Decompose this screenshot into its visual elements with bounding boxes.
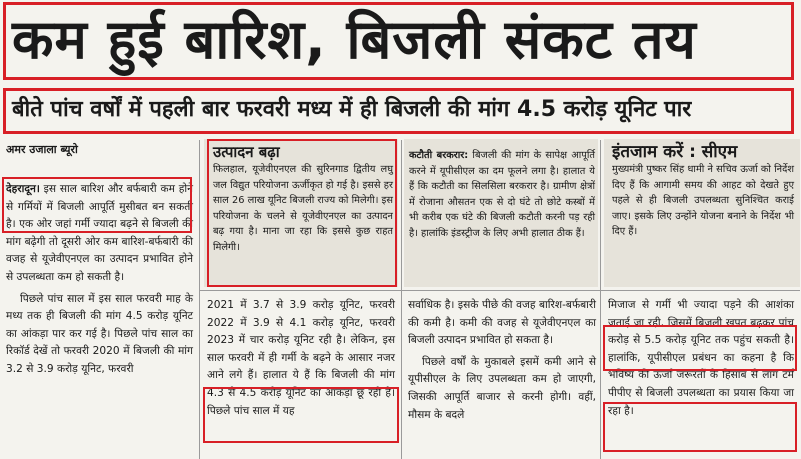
dateline: देहरादून।	[6, 183, 40, 195]
paragraph: पिछले वर्षों के मुकाबले इसमें कमी आने से यूपीसीएल के लिए उपलब्धता कम हो जाएगी, जिसकी आपूर्ति बाजार से करनी होगी। वहीं, मौसम के बदले	[408, 355, 596, 421]
demand-highlight-box	[203, 387, 399, 443]
subheadline: बीते पांच वर्षों में पहली बार फरवरी मध्य में ही बिजली की मांग 4.5 करोड़ यूनिट पार	[12, 97, 692, 122]
powercut-box-label: कटौती बरकरार:	[409, 150, 469, 161]
paragraph: 2021 में 3.7 से 3.9 करोड़ यूनिट, फरवरी 2022 में 3.9 से 4.1 करोड़ यूनिट, फरवरी 2023 में चार करोड़ यूनिट रही है। लेकिन, इस साल फरवरी में ही गर्मी के बढ़ने के आसार नजर आने लगे हैं। हालात ये हैं कि बिजली की मांग 4.3 से 4.5 करोड़ यूनिट का आंकड़ा छू रही है। पिछले पांच साल में यह	[207, 299, 395, 417]
section-divider	[200, 290, 800, 291]
headline: कम हुई बारिश, बिजली संकट तय	[12, 8, 697, 71]
production-box-body: फिलहाल, यूजेवीएनएल की सुरिनगाड द्वितीय लघु जल विद्युत परियोजना ऊर्जीकृत हो गई है। इससे हर साल 26 लाख यूनिट बिजली राज्य को मिलेगी। इस परियोजना के चलने से यूजेवीएनएल का उत्पादन बढ़ गया है। माना जा रहा कि इससे कुछ राहत मिलेगी।	[213, 164, 393, 253]
paragraph: मिजाज से गर्मी भी ज्यादा पड़ने की आशंका जताई जा रही, जिसमें बिजली खपत बढ़कर पांच करोड़ से 5.5 करोड़ यूनिट तक पहुंच सकती है। हालांकि, यूपीसीएल प्रबंधन का कहना है कि भविष्य की ऊर्जा जरूरतों के हिसाब से लांग टर्म पीपीए से बिजली उपलब्धता का प्रयास किया जा रहा है।	[608, 299, 794, 417]
paragraph: सर्वाधिक है। इसके पीछे की वजह बारिश-बर्फबारी की कमी है। कमी की वजह से यूजेवीएनएल का बिजली उत्पादन प्रभावित हो सकता है।	[408, 299, 596, 347]
arrangement-box	[612, 142, 794, 240]
consumption-highlight-box	[603, 325, 797, 371]
lead-paragraph: इस साल बारिश और बर्फबारी कम होने से गर्मियों में बिजली आपूर्ति मुसीबत बन सकती है। एक ओर जहां गर्मी ज्यादा बढ़ने से बिजली की मांग बढ़ेगी तो दूसरी ओर कम बारिश-बर्फबारी की वजह से यूजेवीएनएल का उत्पादन प्रभावित होने से उपलब्धता कम हो सकती है।	[6, 183, 193, 283]
production-box	[213, 142, 393, 256]
article-column-3	[408, 297, 596, 424]
column-divider	[401, 140, 402, 459]
byline: अमर उजाला ब्यूरो	[6, 143, 78, 156]
paragraph: पिछले पांच साल में इस साल फरवरी माह के मध्य तक ही बिजली की मांग 4.5 करोड़ यूनिट का आंकड़ा पार कर गई है। पिछले पांच साल का रिकॉर्ड देखें तो फरवरी 2020 में बिजली की मांग 3.2 से 3.9 करोड़ यूनिट, फरवरी	[6, 292, 193, 375]
powercut-box-body: बिजली की मांग के सापेक्ष आपूर्ति करने में यूपीसीएल का दम फूलने लगा है। हालात ये हैं कि कटौती का सिलसिला बरकरार है। ग्रामीण क्षेत्रों में रोजाना औसतन एक से दो घंटे तो छोटे कस्बों में भी करीब एक घंटे की बिजली कटौती करनी पड़ रही है। हालांकि इंडस्ट्रीज के लिए अभी हालात ठीक हैं।	[409, 150, 595, 239]
ppa-highlight-box	[603, 402, 797, 452]
column-divider	[600, 140, 601, 459]
production-box-title: उत्पादन बढ़ा	[213, 143, 280, 161]
arrangement-box-body: मुख्यमंत्री पुष्कर सिंह धामी ने सचिव ऊर्जा को निर्देश दिए हैं कि आगामी समय की आहट को देखते हुए पहले से ही बिजली उपलब्धता सुनिश्चित कराई जाए। इसके लिए उन्होंने योजना बनाने के निर्देश भी दिए हैं।	[612, 164, 794, 238]
lead-highlight-box	[2, 177, 192, 233]
column-divider	[199, 140, 200, 459]
powercut-box	[409, 148, 595, 242]
arrangement-box-title: इंतजाम करें : सीएम	[612, 142, 738, 162]
